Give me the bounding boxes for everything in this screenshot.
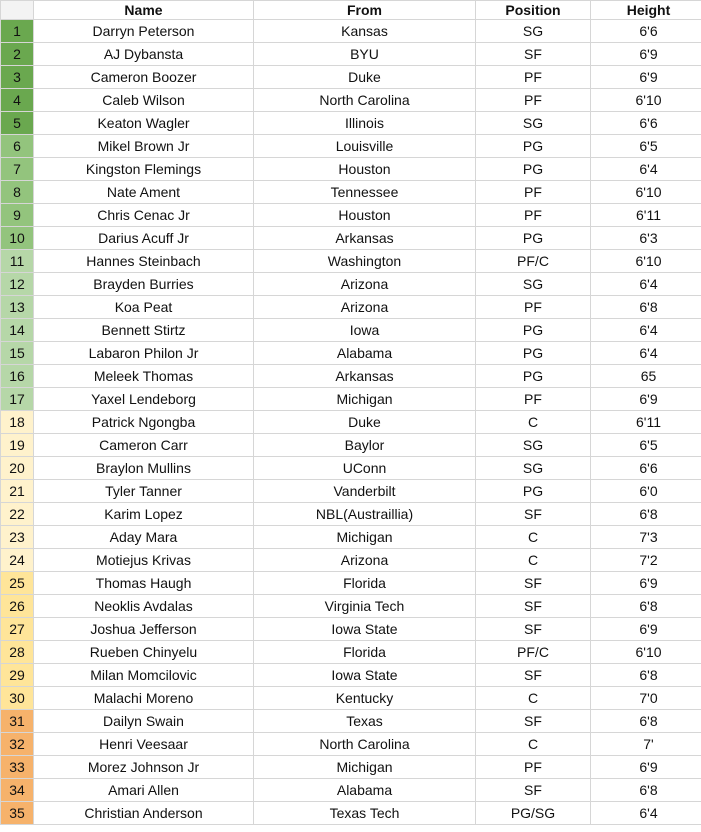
from-cell[interactable]: Virginia Tech bbox=[254, 595, 476, 618]
row-number-cell[interactable]: 1 bbox=[1, 20, 34, 43]
row-number-cell[interactable]: 19 bbox=[1, 434, 34, 457]
name-cell[interactable]: Aday Mara bbox=[34, 526, 254, 549]
position-cell[interactable]: PG bbox=[476, 342, 591, 365]
from-cell[interactable]: Iowa bbox=[254, 319, 476, 342]
position-cell[interactable]: PF bbox=[476, 756, 591, 779]
from-cell[interactable]: Baylor bbox=[254, 434, 476, 457]
column-header-position[interactable]: Position bbox=[476, 1, 591, 20]
row-number-cell[interactable]: 14 bbox=[1, 319, 34, 342]
column-header-height[interactable]: Height bbox=[591, 1, 701, 20]
height-cell[interactable]: 6'3 bbox=[591, 227, 701, 250]
height-cell[interactable]: 6'8 bbox=[591, 664, 701, 687]
position-cell[interactable]: PF/C bbox=[476, 250, 591, 273]
position-cell[interactable]: SF bbox=[476, 43, 591, 66]
table-row bbox=[1, 20, 701, 43]
header-row bbox=[1, 1, 701, 20]
row-number-cell[interactable]: 18 bbox=[1, 411, 34, 434]
table-row bbox=[1, 687, 701, 710]
table-row bbox=[1, 342, 701, 365]
table-row bbox=[1, 572, 701, 595]
from-cell[interactable]: Michigan bbox=[254, 388, 476, 411]
height-cell[interactable]: 6'9 bbox=[591, 618, 701, 641]
from-cell[interactable]: Kansas bbox=[254, 20, 476, 43]
table-row bbox=[1, 457, 701, 480]
from-cell[interactable]: Arizona bbox=[254, 549, 476, 572]
position-cell[interactable]: PF bbox=[476, 204, 591, 227]
position-cell[interactable]: C bbox=[476, 549, 591, 572]
height-cell[interactable]: 6'4 bbox=[591, 319, 701, 342]
corner-cell[interactable] bbox=[1, 1, 34, 20]
from-cell[interactable]: Washington bbox=[254, 250, 476, 273]
name-cell[interactable]: Darryn Peterson bbox=[34, 20, 254, 43]
name-cell[interactable]: Dailyn Swain bbox=[34, 710, 254, 733]
table-row bbox=[1, 434, 701, 457]
position-cell[interactable]: SG bbox=[476, 434, 591, 457]
position-cell[interactable]: PF/C bbox=[476, 641, 591, 664]
name-cell[interactable]: Brayden Burries bbox=[34, 273, 254, 296]
from-cell[interactable]: Duke bbox=[254, 66, 476, 89]
name-cell[interactable]: Caleb Wilson bbox=[34, 89, 254, 112]
table-row bbox=[1, 549, 701, 572]
name-cell[interactable]: Thomas Haugh bbox=[34, 572, 254, 595]
row-number-cell[interactable]: 5 bbox=[1, 112, 34, 135]
height-cell[interactable]: 6'8 bbox=[591, 595, 701, 618]
from-cell[interactable]: Florida bbox=[254, 572, 476, 595]
height-cell[interactable]: 6'6 bbox=[591, 457, 701, 480]
from-cell[interactable]: Michigan bbox=[254, 756, 476, 779]
position-cell[interactable]: SG bbox=[476, 112, 591, 135]
from-cell[interactable]: Arizona bbox=[254, 296, 476, 319]
row-number-cell[interactable]: 8 bbox=[1, 181, 34, 204]
table-row bbox=[1, 250, 701, 273]
height-cell[interactable]: 6'5 bbox=[591, 135, 701, 158]
height-cell[interactable]: 6'8 bbox=[591, 503, 701, 526]
table-row bbox=[1, 89, 701, 112]
row-number-cell[interactable]: 32 bbox=[1, 733, 34, 756]
name-cell[interactable]: Henri Veesaar bbox=[34, 733, 254, 756]
row-number-cell[interactable]: 26 bbox=[1, 595, 34, 618]
position-cell[interactable]: SG bbox=[476, 20, 591, 43]
position-cell[interactable]: SF bbox=[476, 503, 591, 526]
from-cell[interactable]: Vanderbilt bbox=[254, 480, 476, 503]
row-number-cell[interactable]: 4 bbox=[1, 89, 34, 112]
position-cell[interactable]: C bbox=[476, 687, 591, 710]
name-cell[interactable]: Milan Momcilovic bbox=[34, 664, 254, 687]
from-cell[interactable]: Alabama bbox=[254, 342, 476, 365]
height-cell[interactable]: 7'2 bbox=[591, 549, 701, 572]
position-cell[interactable]: C bbox=[476, 526, 591, 549]
height-cell[interactable]: 6'6 bbox=[591, 112, 701, 135]
row-number-cell[interactable]: 10 bbox=[1, 227, 34, 250]
from-cell[interactable]: Duke bbox=[254, 411, 476, 434]
row-number-cell[interactable]: 7 bbox=[1, 158, 34, 181]
row-number-cell[interactable]: 17 bbox=[1, 388, 34, 411]
name-cell[interactable]: Kingston Flemings bbox=[34, 158, 254, 181]
from-cell[interactable]: Tennessee bbox=[254, 181, 476, 204]
column-header-name[interactable]: Name bbox=[34, 1, 254, 20]
name-cell[interactable]: Koa Peat bbox=[34, 296, 254, 319]
name-cell[interactable]: AJ Dybansta bbox=[34, 43, 254, 66]
row-number-cell[interactable]: 16 bbox=[1, 365, 34, 388]
position-cell[interactable]: SF bbox=[476, 710, 591, 733]
name-cell[interactable]: Amari Allen bbox=[34, 779, 254, 802]
height-cell[interactable]: 6'4 bbox=[591, 802, 701, 825]
row-number-cell[interactable]: 33 bbox=[1, 756, 34, 779]
from-cell[interactable]: Florida bbox=[254, 641, 476, 664]
position-cell[interactable]: PF bbox=[476, 388, 591, 411]
name-cell[interactable]: Rueben Chinyelu bbox=[34, 641, 254, 664]
position-cell[interactable]: PF bbox=[476, 89, 591, 112]
name-cell[interactable]: Morez Johnson Jr bbox=[34, 756, 254, 779]
height-cell[interactable]: 6'9 bbox=[591, 388, 701, 411]
from-cell[interactable]: Arizona bbox=[254, 273, 476, 296]
table-row bbox=[1, 204, 701, 227]
row-number-cell[interactable]: 15 bbox=[1, 342, 34, 365]
table-row bbox=[1, 664, 701, 687]
position-cell[interactable]: PF bbox=[476, 66, 591, 89]
height-cell[interactable]: 6'0 bbox=[591, 480, 701, 503]
table-row bbox=[1, 112, 701, 135]
name-cell[interactable]: Nate Ament bbox=[34, 181, 254, 204]
table-row bbox=[1, 779, 701, 802]
from-cell[interactable]: BYU bbox=[254, 43, 476, 66]
height-cell[interactable]: 6'8 bbox=[591, 710, 701, 733]
row-number-cell[interactable]: 12 bbox=[1, 273, 34, 296]
name-cell[interactable]: Karim Lopez bbox=[34, 503, 254, 526]
row-number-cell[interactable]: 3 bbox=[1, 66, 34, 89]
position-cell[interactable]: PG bbox=[476, 480, 591, 503]
height-cell[interactable]: 7'0 bbox=[591, 687, 701, 710]
name-cell[interactable]: Labaron Philon Jr bbox=[34, 342, 254, 365]
row-number-cell[interactable]: 29 bbox=[1, 664, 34, 687]
row-number-cell[interactable]: 21 bbox=[1, 480, 34, 503]
position-cell[interactable]: PG/SG bbox=[476, 802, 591, 825]
table-row bbox=[1, 296, 701, 319]
table-row bbox=[1, 227, 701, 250]
table-row bbox=[1, 388, 701, 411]
table-row bbox=[1, 526, 701, 549]
position-cell[interactable]: PF bbox=[476, 296, 591, 319]
from-cell[interactable]: Texas Tech bbox=[254, 802, 476, 825]
name-cell[interactable]: Chris Cenac Jr bbox=[34, 204, 254, 227]
table-row bbox=[1, 319, 701, 342]
position-cell[interactable]: PG bbox=[476, 365, 591, 388]
height-cell[interactable]: 6'8 bbox=[591, 779, 701, 802]
height-cell[interactable]: 6'10 bbox=[591, 181, 701, 204]
from-cell[interactable]: NBL(Austraillia) bbox=[254, 503, 476, 526]
row-number-cell[interactable]: 31 bbox=[1, 710, 34, 733]
name-cell[interactable]: Bennett Stirtz bbox=[34, 319, 254, 342]
from-cell[interactable]: Arkansas bbox=[254, 365, 476, 388]
position-cell[interactable]: SG bbox=[476, 457, 591, 480]
row-number-cell[interactable]: 24 bbox=[1, 549, 34, 572]
height-cell[interactable]: 6'9 bbox=[591, 756, 701, 779]
height-cell[interactable]: 6'10 bbox=[591, 641, 701, 664]
height-cell[interactable]: 6'9 bbox=[591, 572, 701, 595]
row-number-cell[interactable]: 22 bbox=[1, 503, 34, 526]
row-number-cell[interactable]: 13 bbox=[1, 296, 34, 319]
position-cell[interactable]: SF bbox=[476, 595, 591, 618]
name-cell[interactable]: Malachi Moreno bbox=[34, 687, 254, 710]
from-cell[interactable]: UConn bbox=[254, 457, 476, 480]
from-cell[interactable]: Texas bbox=[254, 710, 476, 733]
height-cell[interactable]: 6'4 bbox=[591, 158, 701, 181]
from-cell[interactable]: North Carolina bbox=[254, 733, 476, 756]
name-cell[interactable]: Meleek Thomas bbox=[34, 365, 254, 388]
position-cell[interactable]: PF bbox=[476, 181, 591, 204]
position-cell[interactable]: PG bbox=[476, 158, 591, 181]
table-row bbox=[1, 411, 701, 434]
row-number-cell[interactable]: 30 bbox=[1, 687, 34, 710]
height-cell[interactable]: 6'11 bbox=[591, 411, 701, 434]
height-cell[interactable]: 6'10 bbox=[591, 89, 701, 112]
row-number-cell[interactable]: 34 bbox=[1, 779, 34, 802]
height-cell[interactable]: 6'5 bbox=[591, 434, 701, 457]
table-row bbox=[1, 365, 701, 388]
position-cell[interactable]: PG bbox=[476, 135, 591, 158]
row-number-cell[interactable]: 25 bbox=[1, 572, 34, 595]
from-cell[interactable]: Iowa State bbox=[254, 664, 476, 687]
from-cell[interactable]: Illinois bbox=[254, 112, 476, 135]
position-cell[interactable]: C bbox=[476, 411, 591, 434]
row-number-cell[interactable]: 2 bbox=[1, 43, 34, 66]
from-cell[interactable]: North Carolina bbox=[254, 89, 476, 112]
name-cell[interactable]: Braylon Mullins bbox=[34, 457, 254, 480]
height-cell[interactable]: 6'9 bbox=[591, 66, 701, 89]
position-cell[interactable]: PG bbox=[476, 319, 591, 342]
table-row bbox=[1, 480, 701, 503]
name-cell[interactable]: Motiejus Krivas bbox=[34, 549, 254, 572]
row-number-cell[interactable]: 11 bbox=[1, 250, 34, 273]
table-row bbox=[1, 273, 701, 296]
position-cell[interactable]: C bbox=[476, 733, 591, 756]
position-cell[interactable]: SF bbox=[476, 779, 591, 802]
height-cell[interactable]: 6'8 bbox=[591, 296, 701, 319]
from-cell[interactable]: Michigan bbox=[254, 526, 476, 549]
table-row bbox=[1, 595, 701, 618]
row-number-cell[interactable]: 27 bbox=[1, 618, 34, 641]
position-cell[interactable]: SF bbox=[476, 572, 591, 595]
table-row bbox=[1, 135, 701, 158]
position-cell[interactable]: SF bbox=[476, 618, 591, 641]
row-number-cell[interactable]: 23 bbox=[1, 526, 34, 549]
table-row bbox=[1, 641, 701, 664]
from-cell[interactable]: Louisville bbox=[254, 135, 476, 158]
height-cell[interactable]: 6'6 bbox=[591, 20, 701, 43]
from-cell[interactable]: Houston bbox=[254, 204, 476, 227]
table-row bbox=[1, 802, 701, 825]
name-cell[interactable]: Neoklis Avdalas bbox=[34, 595, 254, 618]
height-cell[interactable]: 6'4 bbox=[591, 273, 701, 296]
table-row bbox=[1, 181, 701, 204]
name-cell[interactable]: Yaxel Lendeborg bbox=[34, 388, 254, 411]
position-cell[interactable]: PG bbox=[476, 227, 591, 250]
from-cell[interactable]: Kentucky bbox=[254, 687, 476, 710]
name-cell[interactable]: Christian Anderson bbox=[34, 802, 254, 825]
position-cell[interactable]: SF bbox=[476, 664, 591, 687]
height-cell[interactable]: 65 bbox=[591, 365, 701, 388]
name-cell[interactable]: Hannes Steinbach bbox=[34, 250, 254, 273]
name-cell[interactable]: Darius Acuff Jr bbox=[34, 227, 254, 250]
from-cell[interactable]: Arkansas bbox=[254, 227, 476, 250]
height-cell[interactable]: 6'9 bbox=[591, 43, 701, 66]
table-row bbox=[1, 66, 701, 89]
position-cell[interactable]: SG bbox=[476, 273, 591, 296]
from-cell[interactable]: Iowa State bbox=[254, 618, 476, 641]
table-row bbox=[1, 158, 701, 181]
name-cell[interactable]: Cameron Boozer bbox=[34, 66, 254, 89]
table-row bbox=[1, 43, 701, 66]
from-cell[interactable]: Alabama bbox=[254, 779, 476, 802]
name-cell[interactable]: Keaton Wagler bbox=[34, 112, 254, 135]
height-cell[interactable]: 7'3 bbox=[591, 526, 701, 549]
name-cell[interactable]: Joshua Jefferson bbox=[34, 618, 254, 641]
from-cell[interactable]: Houston bbox=[254, 158, 476, 181]
table-row bbox=[1, 756, 701, 779]
table-row bbox=[1, 618, 701, 641]
table-row bbox=[1, 503, 701, 526]
height-cell[interactable]: 6'10 bbox=[591, 250, 701, 273]
row-number-cell[interactable]: 28 bbox=[1, 641, 34, 664]
name-cell[interactable]: Tyler Tanner bbox=[34, 480, 254, 503]
row-number-cell[interactable]: 20 bbox=[1, 457, 34, 480]
height-cell[interactable]: 6'4 bbox=[591, 342, 701, 365]
table-row bbox=[1, 710, 701, 733]
column-header-from[interactable]: From bbox=[254, 1, 476, 20]
row-number-cell[interactable]: 35 bbox=[1, 802, 34, 825]
name-cell[interactable]: Patrick Ngongba bbox=[34, 411, 254, 434]
row-number-cell[interactable]: 9 bbox=[1, 204, 34, 227]
height-cell[interactable]: 6'11 bbox=[591, 204, 701, 227]
row-number-cell[interactable]: 6 bbox=[1, 135, 34, 158]
height-cell[interactable]: 7' bbox=[591, 733, 701, 756]
name-cell[interactable]: Mikel Brown Jr bbox=[34, 135, 254, 158]
table-row bbox=[1, 733, 701, 756]
name-cell[interactable]: Cameron Carr bbox=[34, 434, 254, 457]
